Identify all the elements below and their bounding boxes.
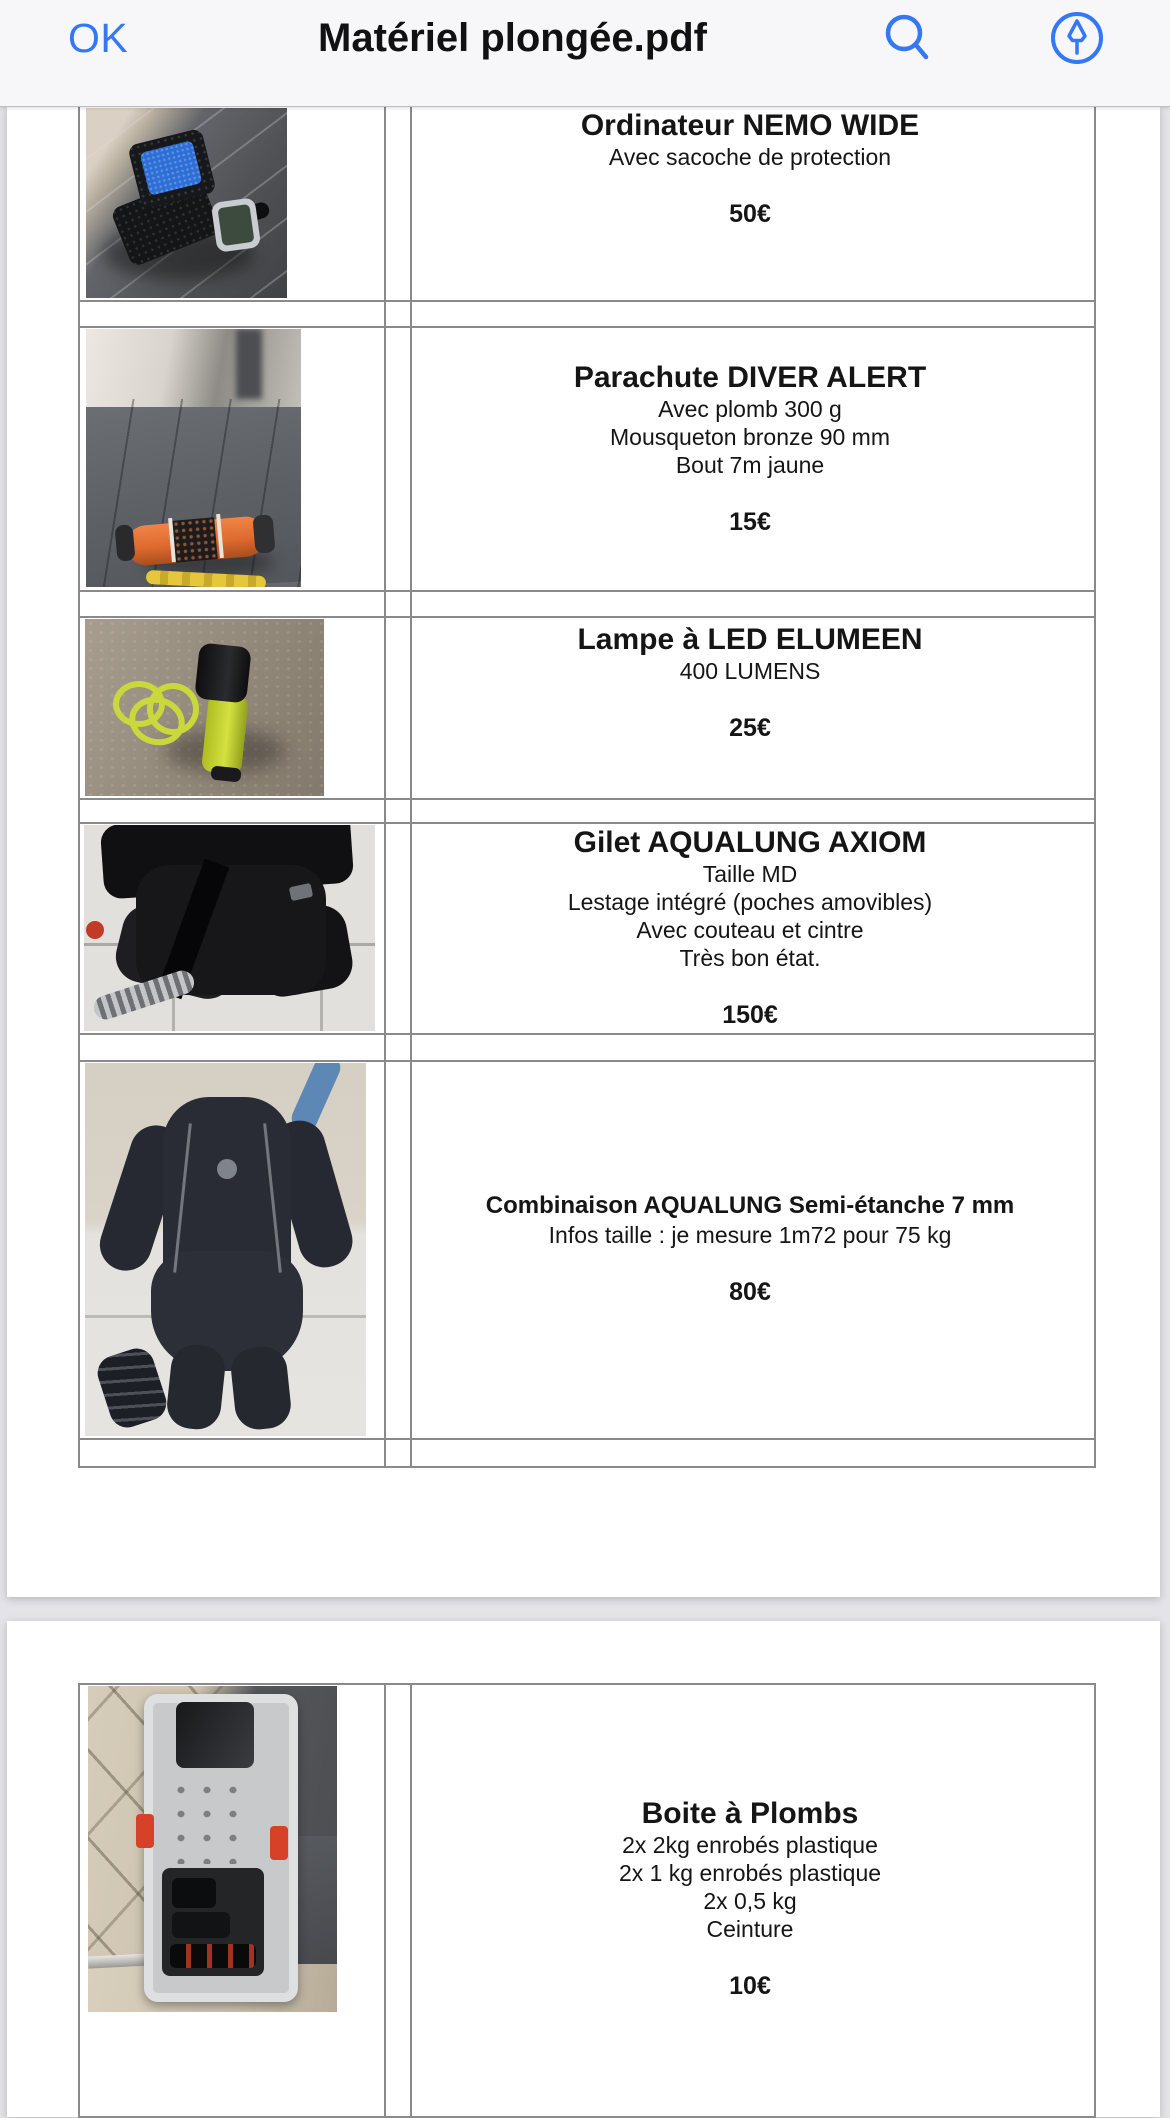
- markup-button[interactable]: [1049, 10, 1105, 66]
- item-details-4: [408, 826, 1092, 1029]
- row-divider: [80, 300, 1094, 302]
- item-line: Avec couteau et cintre: [636, 917, 864, 943]
- item-details-1: [408, 109, 1092, 228]
- item-line: Très bon état.: [679, 945, 821, 971]
- item-price: 80€: [729, 1278, 771, 1306]
- item-details-5: [408, 1191, 1092, 1306]
- navigation-bar: [0, 0, 1170, 107]
- row-divider: [80, 1438, 1094, 1440]
- item-line: Bout 7m jaune: [675, 452, 825, 478]
- item-title: Combinaison AQUALUNG Semi-étanche 7 mm: [485, 1192, 1015, 1219]
- item-photo-dive-computer: [86, 108, 287, 298]
- item-line: 400 LUMENS: [679, 658, 821, 684]
- pdf-page-2[interactable]: [7, 1621, 1160, 2117]
- item-line: 2x 1 kg enrobés plastique: [618, 1860, 882, 1886]
- item-price: 25€: [729, 714, 771, 742]
- item-line: Lestage intégré (poches amovibles): [567, 889, 933, 915]
- item-line: Mousqueton bronze 90 mm: [610, 424, 890, 450]
- row-divider: [80, 1033, 1094, 1035]
- item-details-3: [408, 623, 1092, 742]
- column-divider: [384, 106, 386, 1466]
- item-title: Lampe à LED ELUMEEN: [577, 623, 923, 656]
- row-divider: [80, 590, 1094, 592]
- row-divider: [80, 326, 1094, 328]
- column-divider: [384, 1685, 386, 2116]
- item-line: 2x 2kg enrobés plastique: [622, 1832, 878, 1858]
- row-divider: [80, 798, 1094, 800]
- item-price: 150€: [722, 1001, 778, 1029]
- ok-button[interactable]: OK: [68, 15, 129, 61]
- item-title: Gilet AQUALUNG AXIOM: [573, 826, 927, 859]
- item-title: Parachute DIVER ALERT: [573, 361, 927, 394]
- item-photo-weight-box: [88, 1686, 337, 2012]
- item-line: Taille MD: [702, 861, 798, 887]
- item-line: Avec plomb 300 g: [658, 396, 842, 422]
- item-price: 15€: [729, 508, 771, 536]
- item-title: Ordinateur NEMO WIDE: [580, 109, 920, 142]
- search-icon: [880, 10, 936, 66]
- item-photo-torch: [85, 619, 324, 796]
- markup-pen-icon: [1049, 10, 1105, 66]
- item-line: Infos taille : je mesure 1m72 pour 75 kg: [548, 1222, 952, 1248]
- item-photo-bcd: [84, 825, 375, 1031]
- item-price: 50€: [729, 200, 771, 228]
- item-line: 2x 0,5 kg: [703, 1888, 797, 1914]
- item-line: Avec sacoche de protection: [608, 144, 892, 170]
- item-price: 10€: [729, 1972, 771, 2000]
- item-line: Ceinture: [706, 1916, 794, 1942]
- item-title: Boite à Plombs: [641, 1797, 859, 1830]
- search-button[interactable]: [880, 10, 936, 66]
- pdf-page-1[interactable]: [7, 106, 1160, 1597]
- row-divider: [80, 822, 1094, 824]
- row-divider: [80, 616, 1094, 618]
- row-divider: [80, 1060, 1094, 1062]
- document-title: Matériel plongée.pdf: [318, 16, 707, 60]
- item-details-2: [408, 361, 1092, 536]
- item-photo-wetsuit: [85, 1063, 366, 1436]
- item-photo-smb: [86, 329, 301, 587]
- item-details-6: [408, 1797, 1092, 2000]
